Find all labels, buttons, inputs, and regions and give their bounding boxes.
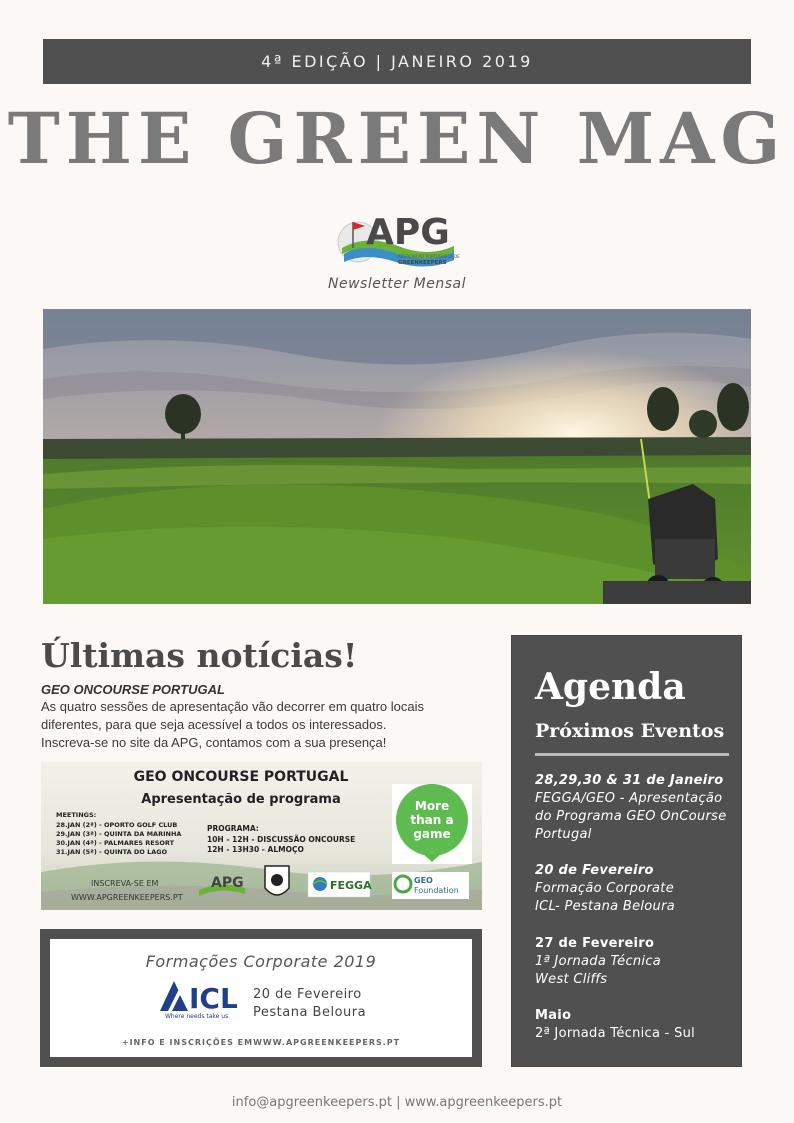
corporate-training-box [40,929,482,1067]
apg-logo-text: APG [366,212,450,253]
banner-signup: INSCREVA-SE EM [91,879,159,888]
footer-contact[interactable]: info@apgreenkeepers.pt | www.apgreenkeepers.pt [231,1095,563,1110]
banner-meeting: 31.JAN (5ª) - QUINTA DO LAGO [56,848,168,856]
event-date: Maio [535,1008,572,1023]
icl-logo-tagline: Where needs take us [165,1013,229,1020]
banner-subtitle: Apresentação de programa [141,792,341,807]
golf-course-photo [43,309,751,604]
agenda-event [535,1007,735,1043]
banner-meetings-label: MEETINGS: [56,811,97,819]
masthead-subtitle: Newsletter Mensal [328,276,466,292]
corporate-title: Formações Corporate 2019 [145,952,377,971]
badge-line: than a [410,813,454,827]
corporate-date-line: 20 de Fevereiro [253,987,362,1002]
edition-bar [43,39,751,84]
banner-fegga: FEGGA [330,879,372,892]
agenda-title: Agenda [535,666,686,708]
badge-line: More [414,799,450,813]
geo-oncourse-banner[interactable] [41,762,482,910]
banner-title: GEO ONCOURSE PORTUGAL [133,769,349,785]
banner-geo: GEO [414,876,433,885]
corporate-date [253,986,366,1022]
event-line: West Cliffs [535,972,608,987]
news-line: Inscreva-se no site da APG, contamos com a sua presença! [41,735,387,750]
event-line: ICL- Pestana Beloura [535,899,676,914]
agenda-divider [535,753,729,756]
banner-signup-url: WWW.APGREENKEEPERS.PT [71,893,183,902]
agenda-subtitle: Próximos Eventos [535,720,725,742]
banner-meeting: 29.JAN (3ª) - QUINTA DA MARINHA [56,830,182,838]
event-date: 20 de Fevereiro [535,863,654,878]
apg-logo-tagline-1: ASSOCIAÇÃO PORTUGUESA DE [398,254,460,259]
event-date: 27 de Fevereiro [535,936,655,951]
banner-meeting: 28.JAN (2ª) - OPORTO GOLF CLUB [56,821,178,829]
banner-apg-text: APG [211,875,244,891]
event-line: Portugal [535,827,592,842]
agenda-event [535,862,735,916]
news-title: Últimas notícias! [41,636,358,675]
banner-program-item: 10H - 12H - DISCUSSÃO ONCOURSE [207,835,356,844]
agenda-panel [511,635,742,1067]
icl-logo [157,975,242,1021]
edition-label: 4ª EDIÇÃO | JANEIRO 2019 [261,52,533,71]
news-subtitle: GEO ONCOURSE PORTUGAL [41,682,225,697]
banner-meeting: 30.JAN (4ª) - PALMARES RESORT [56,839,175,847]
apg-logo-tagline-2: GREENKEEPERS [398,260,447,266]
event-date: 28,29,30 & 31 de Janeiro [535,773,724,788]
event-line: Formação Corporate [535,881,674,896]
news-line: diferentes, para que seja acessível a todos os interessados. [41,717,387,732]
event-line: FEGGA/GEO - Apresentação [535,791,723,806]
badge-line: game [413,827,451,841]
apg-logo [336,196,460,272]
banner-geo-foundation: Foundation [414,886,459,895]
news-line: As quatro sessões de apresentação vão decorrer em quatro locais [41,699,424,714]
agenda-event [535,772,735,844]
federation-crest-icon [265,866,289,895]
agenda-event [535,935,735,989]
banner-program-item: 12H - 13H30 - ALMOÇO [207,845,304,854]
news-body [41,698,461,752]
event-line: do Programa GEO OnCourse [535,809,727,824]
magazine-title: THE GREEN MAG [7,97,787,180]
event-line: 1ª Jornada Técnica [535,954,662,969]
event-line: 2ª Jornada Técnica - Sul [535,1026,696,1041]
corporate-info-link[interactable]: +INFO E INSCRIÇÕES EMWWW.APGREENKEEPERS.PT [121,1038,401,1047]
banner-program-label: PROGRAMA: [207,824,259,833]
icl-logo-text: ICL [189,982,238,1015]
corporate-training-card [50,939,472,1057]
corporate-venue-line: Pestana Beloura [253,1005,367,1020]
